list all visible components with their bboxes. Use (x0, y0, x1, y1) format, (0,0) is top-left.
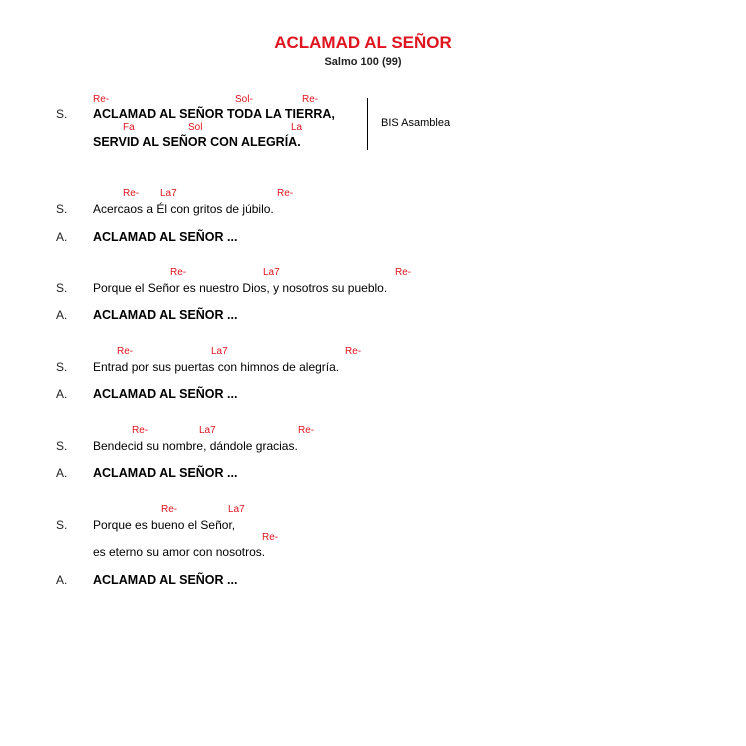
verse-line: Acercaos a Él con gritos de júbilo. (93, 202, 274, 216)
chord: Re- (277, 188, 294, 199)
chord: Re- (161, 504, 178, 515)
verse-line: Entrad por sus puertas con himnos de alegría. (93, 360, 340, 374)
chord: Re- (93, 94, 110, 105)
role-label: S. (56, 439, 68, 453)
role-label: S. (56, 518, 68, 532)
chord: La7 (211, 346, 228, 357)
refrain-line-1: ACLAMAD AL SEÑOR TODA LA TIERRA, (93, 107, 335, 121)
chord: Fa (123, 122, 135, 133)
role-label: S. (56, 202, 68, 216)
verse-line: es eterno su amor con nosotros. (93, 545, 266, 559)
response-line: ACLAMAD AL SEÑOR ... (93, 230, 238, 244)
chord: Re- (117, 346, 134, 357)
chord: La (291, 122, 303, 133)
chord: Sol- (235, 94, 253, 105)
chord: Re- (298, 425, 315, 436)
response-line: ACLAMAD AL SEÑOR ... (93, 308, 238, 322)
chord: Re- (123, 188, 140, 199)
chord: Sol (188, 122, 203, 133)
chord: Re- (170, 267, 187, 278)
bis-divider (367, 98, 368, 150)
role-label: A. (56, 230, 68, 244)
refrain-line-2: SERVID AL SEÑOR CON ALEGRÍA. (93, 135, 301, 149)
role-label: A. (56, 308, 68, 322)
bis-label: BIS Asamblea (381, 117, 451, 129)
chord: La7 (199, 425, 216, 436)
chord: Re- (345, 346, 362, 357)
response-line: ACLAMAD AL SEÑOR ... (93, 387, 238, 401)
role-label: S. (56, 360, 68, 374)
role-label: A. (56, 387, 68, 401)
role-label: A. (56, 466, 68, 480)
verse-line: Porque es bueno el Señor, (93, 518, 236, 532)
response-line: ACLAMAD AL SEÑOR ... (93, 573, 238, 587)
chord: Re- (132, 425, 149, 436)
song-title: ACLAMAD AL SEÑOR (274, 33, 452, 52)
chord: Re- (302, 94, 319, 105)
response-line: ACLAMAD AL SEÑOR ... (93, 466, 238, 480)
role-label: S. (56, 107, 68, 121)
chord: Re- (262, 532, 279, 543)
role-label: S. (56, 281, 68, 295)
song-subtitle: Salmo 100 (99) (324, 56, 402, 68)
chord: La7 (228, 504, 245, 515)
role-label: A. (56, 573, 68, 587)
chord: Re- (395, 267, 412, 278)
verse-line: Bendecid su nombre, dándole gracias. (93, 439, 298, 453)
chord: La7 (263, 267, 280, 278)
chord: La7 (160, 188, 177, 199)
verse-line: Porque el Señor es nuestro Dios, y nosotros su pueblo. (93, 281, 388, 295)
